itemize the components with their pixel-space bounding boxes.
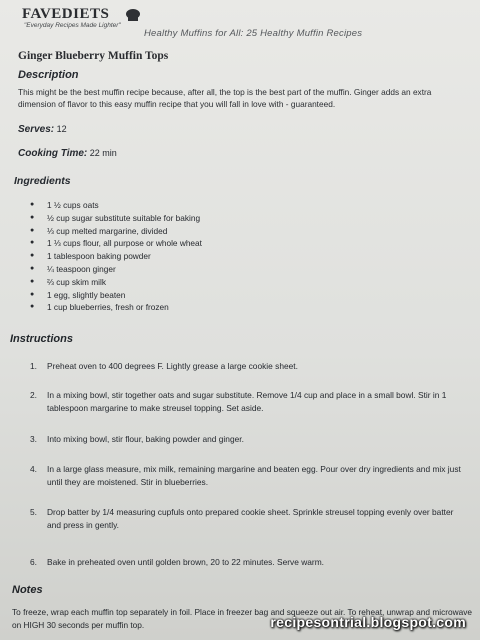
- ingredients-list: [30, 199, 202, 314]
- serves-row: [18, 124, 67, 135]
- cooking-time-label: Cooking Time:: [18, 148, 88, 159]
- ingredient-item: ● ⅔ cup skim milk: [30, 276, 107, 287]
- blog-watermark: recipesontrial.blogspot.com: [270, 614, 466, 630]
- ingredients-heading: Ingredients: [14, 175, 71, 187]
- bullet-icon: ●: [30, 303, 35, 311]
- step-number: 6.: [30, 557, 37, 567]
- ingredient-item: ● ⅓ cup melted margarine, divided: [30, 225, 168, 236]
- ingredient-item: ● 1 cup blueberries, fresh or frozen: [30, 302, 169, 313]
- ingredient-item: ● 1 ⅓ cups flour, all purpose or whole wheat: [30, 238, 202, 249]
- step-number: 1.: [30, 361, 37, 371]
- recipe-title: Ginger Blueberry Muffin Tops: [18, 50, 169, 62]
- bullet-icon: ●: [30, 264, 35, 272]
- page-header: [22, 6, 472, 42]
- chef-hat-icon: [124, 8, 142, 22]
- serves-label: Serves:: [18, 124, 55, 135]
- bullet-icon: ●: [30, 239, 35, 247]
- description-heading: Description: [18, 69, 79, 81]
- description-text: This might be the best muffin recipe because, after all, the top is the best part of the muffin. Ginger adds an extra dimension of flavor to this easy muffin recipe that you will fall in love with - guaranteed.: [18, 87, 432, 109]
- step-number: 5.: [30, 507, 37, 517]
- bullet-icon: ●: [30, 201, 35, 208]
- step-text: Preheat oven to 400 degrees F. Lightly grease a large cookie sheet.: [47, 361, 298, 371]
- step-text: Bake in preheated oven until golden brown, 20 to 22 minutes. Serve warm.: [47, 557, 325, 567]
- ingredient-item: ● ¼ teaspoon ginger: [30, 263, 116, 274]
- ingredient-item: ● ½ cup sugar substitute suitable for baking: [30, 212, 201, 223]
- cooking-time-row: [18, 148, 117, 159]
- step-number: 2.: [30, 390, 37, 400]
- step-text: Drop batter by 1/4 measuring cupfuls onto prepared cookie sheet. Sprinkle streusel topping evenly over batter and press in gently.: [47, 507, 454, 530]
- bullet-icon: ●: [30, 290, 35, 298]
- site-logo: FAVEDIETS: [22, 6, 110, 22]
- bullet-icon: ●: [30, 277, 35, 285]
- site-tagline: "Everyday Recipes Made Lighter": [24, 22, 121, 29]
- ingredient-item: ● 1 egg, slightly beaten: [30, 289, 126, 300]
- notes-text: To freeze, wrap each muffin top separately in foil. Place in freezer bag and squeeze out air. To reheat, unwrap and microwave on HIGH 30 seconds per muffin top.: [12, 607, 472, 630]
- notes-heading: Notes: [12, 584, 43, 596]
- cooking-time-value: 22 min: [89, 148, 117, 158]
- site-title: Healthy Muffins for All: 25 Healthy Muffin Recipes: [144, 28, 363, 39]
- step-number: 3.: [30, 434, 37, 444]
- ingredient-item: ● 1 ½ cups oats: [30, 200, 99, 210]
- ingredient-item: ● 1 tablespoon baking powder: [30, 251, 151, 262]
- step-text: Into mixing bowl, stir flour, baking powder and ginger.: [47, 434, 244, 444]
- bullet-icon: ●: [30, 252, 35, 260]
- bullet-icon: ●: [30, 213, 35, 221]
- bullet-icon: ●: [30, 226, 35, 234]
- step-text: In a large glass measure, mix milk, remaining margarine and beaten egg. Pour over dry ingredients and mix just until they are moistened. Stir in blueberries.: [47, 464, 461, 487]
- serves-value: 12: [56, 124, 67, 134]
- step-number: 4.: [30, 464, 37, 474]
- instructions-heading: Instructions: [10, 333, 73, 345]
- step-text: In a mixing bowl, stir together oats and sugar substitute. Remove 1/4 cup and place in a small bowl. Stir in 1 tablespoon margarine to make streusel topping. Set aside.: [47, 390, 447, 413]
